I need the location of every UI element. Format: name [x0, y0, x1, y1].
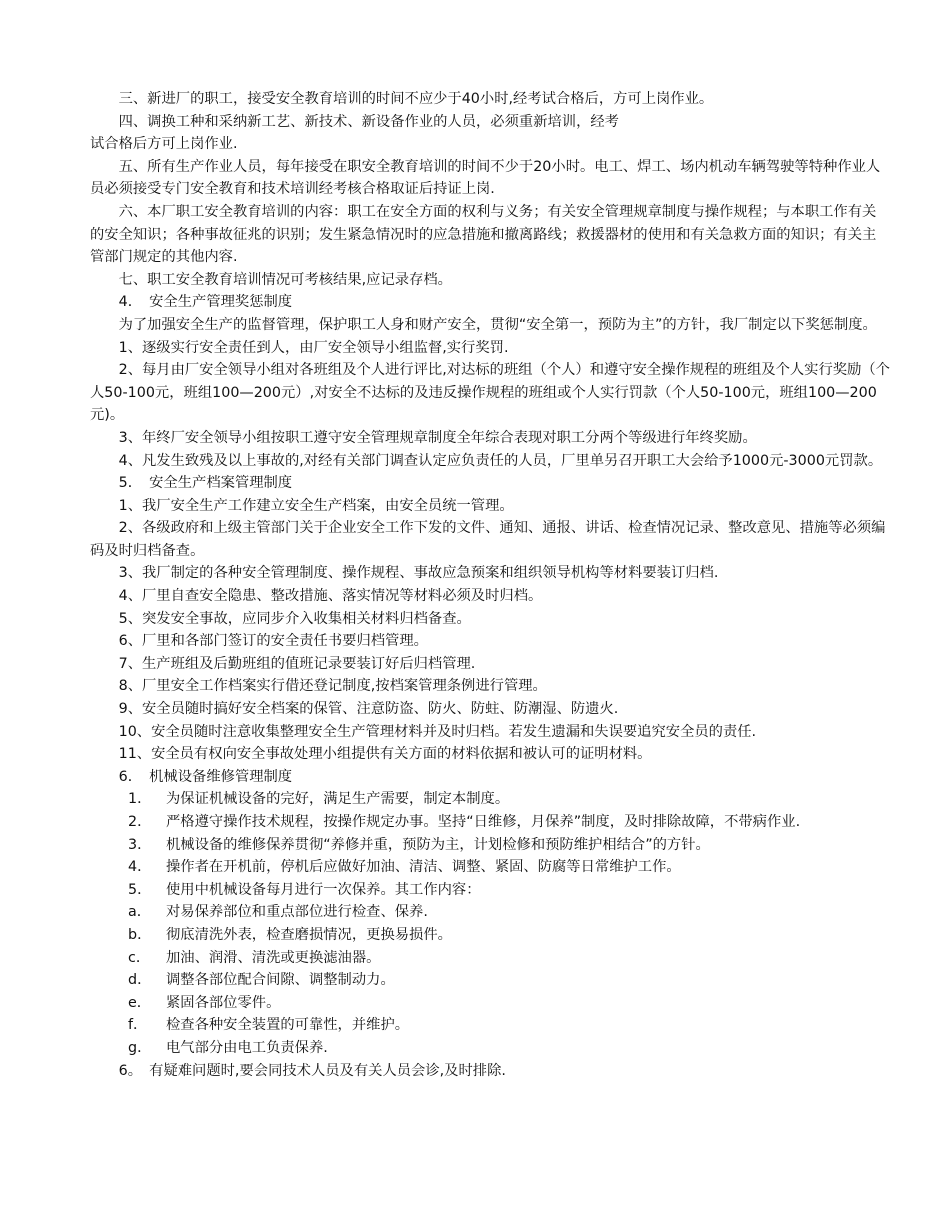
- section-5-item-11: 11、安全员有权向安全事故处理小组提供有关方面的材料依据和被认可的证明材料。: [118, 746, 652, 763]
- section-5-item-5: 5、突发安全事故，应同步介入收集相关材料归档备查。: [118, 610, 471, 627]
- section-4-intro: 为了加强安全生产的监督管理，保护职工人身和财产安全，贯彻“安全第一，预防为主”的方针，我厂制定以下奖惩制度。: [118, 316, 877, 333]
- section-5-item-6: 6、厂里和各部门签订的安全责任书要归档管理。: [118, 633, 428, 650]
- section-6-subitem-c: [128, 947, 890, 970]
- section-heading-4: 4． 安全生产管理奖惩制度: [118, 294, 293, 311]
- item-text: 检查各种安全装置的可靠性，并维护。: [166, 1017, 410, 1034]
- item-text: 紧固各部位零件。: [166, 994, 281, 1011]
- item-marker: a．: [128, 904, 152, 921]
- section-5-item-3: 3、我厂制定的各种安全管理制度、操作规程、事故应急预案和组织领导机构等材料要装订归档.: [118, 565, 719, 582]
- paragraph-4-line-2: 试合格后方可上岗作业.: [90, 136, 238, 153]
- item-marker: 6。: [118, 1062, 142, 1079]
- item-marker: d．: [128, 972, 152, 989]
- section-6-item-1: [128, 788, 890, 811]
- section-6-subitem-b: [128, 924, 890, 947]
- item-marker: 4．: [128, 859, 152, 876]
- item-text: 电气部分由电工负责保养.: [166, 1039, 328, 1056]
- item-marker: 1．: [128, 791, 152, 808]
- section-5-item-2: 2、各级政府和上级主管部门关于企业安全工作下发的文件、通知、通报、讲话、检查情况记录、整改意见、措施等必须编码及时归档备查。: [90, 520, 886, 559]
- item-text: 为保证机械设备的完好，满足生产需要，制定本制度。: [166, 791, 510, 808]
- section-5-item-7: 7、生产班组及后勤班组的值班记录要装订好后归档管理.: [118, 655, 476, 672]
- item-text: 严格遵守操作技术规程，按操作规定办事。坚持“日维修，月保养”制度，及时排除故障，不带病作业.: [166, 814, 801, 830]
- item-marker: f．: [128, 1017, 148, 1034]
- paragraph-5: 五、所有生产作业人员，每年接受在职安全教育培训的时间不少于20小时。电工、焊工、场内机动车辆驾驶等特种作业人员必须接受专门安全教育和技术培训经考核合格取证后持证上岗.: [90, 158, 881, 198]
- section-5-item-4: 4、厂里自查安全隐患、整改措施、落实情况等材料必须及时归档。: [118, 588, 543, 605]
- item-marker: 2．: [128, 814, 152, 830]
- item-text: 操作者在开机前，停机后应做好加油、清洁、调整、紧固、防腐等日常维护工作。: [166, 859, 681, 876]
- section-6-subitem-f: [128, 1014, 890, 1037]
- item-text: 加油、润滑、清洗或更换滤油器。: [166, 949, 381, 966]
- section-4-item-3: 3、年终厂安全领导小组按职工遵守安全管理规章制度全年综合表现对职工分两个等级进行年终奖励。: [118, 429, 757, 446]
- section-5-item-8: 8、厂里安全工作档案实行借还登记制度,按档案管理条例进行管理。: [118, 678, 547, 695]
- item-marker: e．: [128, 994, 152, 1011]
- item-marker: g．: [128, 1039, 152, 1056]
- section-6-item-6: [90, 1060, 890, 1083]
- item-text: 对易保养部位和重点部位进行检查、保养.: [166, 904, 428, 921]
- item-marker: b．: [128, 926, 152, 943]
- paragraph-6: 六、本厂职工安全教育培训的内容：职工在安全方面的权利与义务；有关安全管理规章制度与操作规程；与本职工作有关的安全知识；各种事故征兆的识别；发生紧急情况时的应急措施和撤离路线；救援器材的使用和有关急救方面的知识；有关主管部门规定的其他内容.: [90, 203, 877, 266]
- item-text: 机械设备的维修保养贯彻“养修并重，预防为主，计划检修和预防维护相结合”的方针。: [166, 836, 710, 853]
- paragraph-7: 七、职工安全教育培训情况可考核结果,应记录存档。: [118, 271, 452, 288]
- section-4-item-4: 4、凡发生致残及以上事故的,对经有关部门调查认定应负责任的人员，厂里单另召开职工大会给予1000元-3000元罚款。: [118, 452, 883, 469]
- section-5-item-9: 9、安全员随时搞好安全档案的保管、注意防盗、防火、防蛀、防潮湿、防遗火.: [118, 701, 619, 718]
- section-6-item-3: [128, 834, 890, 857]
- item-marker: 3．: [128, 836, 152, 853]
- section-6-item-2: [128, 811, 890, 834]
- section-6-subitem-a: [128, 901, 890, 924]
- section-6-item-5: [128, 879, 890, 902]
- section-heading-5: 5． 安全生产档案管理制度: [118, 475, 293, 492]
- item-text: 使用中机械设备每月进行一次保养。其工作内容：: [166, 881, 481, 898]
- section-6-subitem-g: [128, 1037, 890, 1060]
- section-4-item-2: 2、每月由厂安全领导小组对各班组及个人进行评比,对达标的班组（个人）和遵守安全操作规程的班组及个人实行奖励（个人50-100元，班组100—200元）,对安全不达标的及违反操作规程的班组或个人实行罚款（个人50-100元，班组100—200元)。: [90, 362, 890, 424]
- section-heading-6: 6． 机械设备维修管理制度: [118, 768, 293, 785]
- item-text: 有疑难问题时,要会同技术人员及有关人员会诊,及时排除.: [149, 1062, 506, 1079]
- item-marker: 5．: [128, 881, 152, 898]
- item-marker: c．: [128, 949, 151, 966]
- section-6-subitem-d: [128, 969, 890, 992]
- section-6-item-4: [128, 856, 890, 879]
- section-5-item-10: 10、安全员随时注意收集整理安全生产管理材料并及时归档。若发生遗漏和失误要追究安全员的责任.: [118, 723, 757, 740]
- section-4-item-1: 1、逐级实行安全责任到人，由厂安全领导小组监督,实行奖罚.: [118, 339, 509, 356]
- section-5-item-1: 1、我厂安全生产工作建立安全生产档案，由安全员统一管理。: [118, 497, 514, 514]
- section-6-subitem-e: [128, 992, 890, 1015]
- item-text: 彻底清洗外表，检查磨损情况，更换易损件。: [166, 926, 452, 943]
- paragraph-3: 三、新进厂的职工，接受安全教育培训的时间不应少于40小时,经考试合格后，方可上岗作业。: [118, 91, 714, 107]
- item-text: 调整各部位配合间隙、调整制动力。: [166, 972, 395, 989]
- paragraph-4-line-1: 四、调换工种和采纳新工艺、新技术、新设备作业的人员，必须重新培训，经考: [118, 113, 619, 130]
